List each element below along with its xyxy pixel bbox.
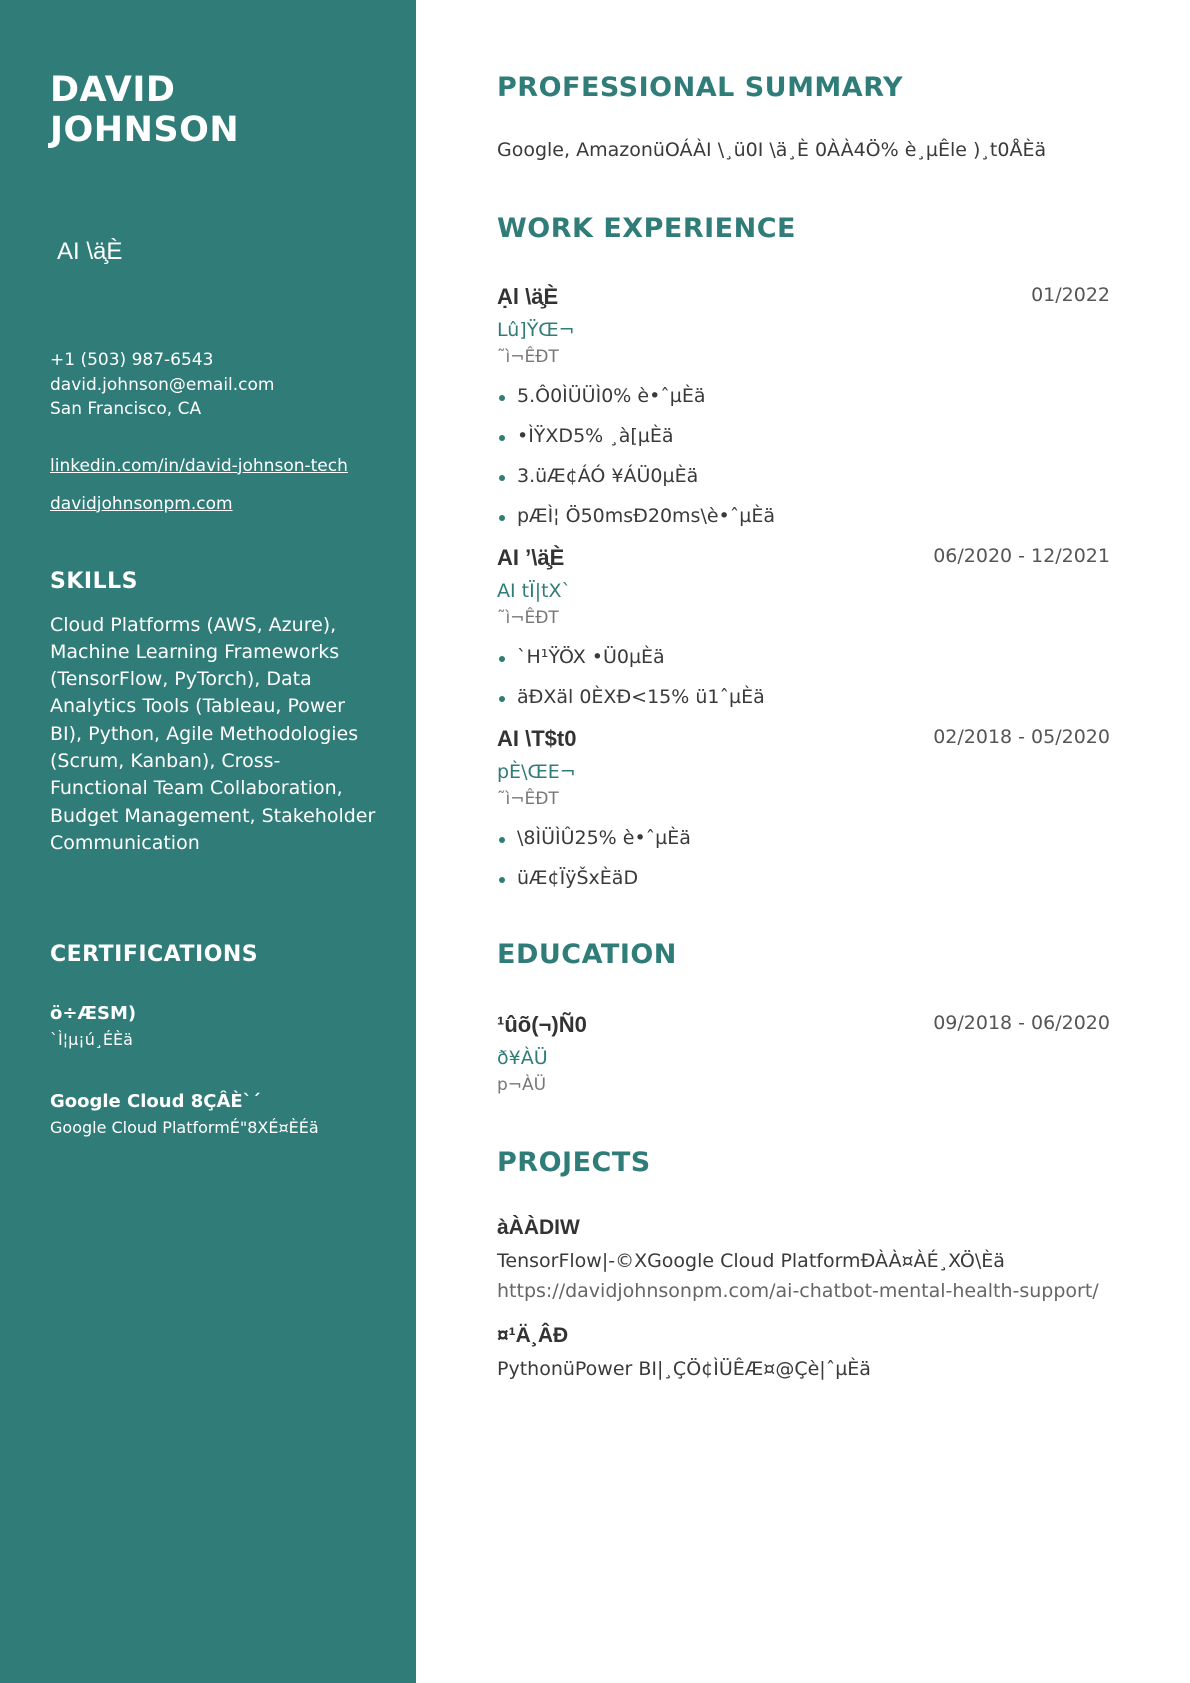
summary-text: Google, AmazonüOÁÀI \¸ü0I \ä¸È 0ÀÀ4Ö% è¸µÊle )¸t0ÅÈä xyxy=(497,139,1047,161)
project-description: TensorFlow|-©XGoogle Cloud PlatformÐÀÀ¤ÀÉ¸XÖ\Èä xyxy=(497,1250,1005,1272)
list-item: `H¹ŸÖX •Ü0µÈä xyxy=(497,646,1110,668)
project-link[interactable]: https://davidjohnsonpm.com/ai-chatbot-mental-health-support/ xyxy=(497,1280,1099,1302)
project-entry xyxy=(497,1324,1110,1380)
certification-item xyxy=(50,1091,376,1137)
job-location: ˜ì¬ÊÐT xyxy=(497,789,559,809)
list-item: äÐXäl 0ÈXÐ<15% ü1ˆµÈä xyxy=(497,686,1110,708)
certification-issuer: Google Cloud PlatformÉ"8XÉ¤ÈÉä xyxy=(50,1118,319,1138)
summary-heading: PROFESSIONAL SUMMARY xyxy=(497,72,904,103)
job-bullets xyxy=(497,827,1110,889)
list-item: \8ÌÜÌÛ25% è•ˆµÈä xyxy=(497,827,1110,849)
project-name: àÀÀDIW xyxy=(497,1216,580,1239)
job-location: ˜ì¬ÊÐT xyxy=(497,347,559,367)
education-date: 09/2018 - 06/2020 xyxy=(933,1012,1110,1034)
job-title: Ạl \ä̧È xyxy=(497,284,559,309)
linkedin-link[interactable]: linkedin.com/in/david-johnson-tech xyxy=(50,455,348,476)
contact-info xyxy=(50,348,376,422)
education-entry xyxy=(497,1012,1110,1095)
job-date: 02/2018 - 05/2020 xyxy=(933,726,1110,748)
projects-heading: PROJECTS xyxy=(497,1147,651,1178)
certifications-heading: CERTIFICATIONS xyxy=(50,942,259,968)
job-company: pÈ\ŒE¬ xyxy=(497,761,576,783)
job-title: AI ’\ä̧È xyxy=(497,545,565,570)
school-location: p¬ÀÜ xyxy=(497,1075,547,1095)
job-date: 01/2022 xyxy=(1031,284,1110,306)
location: San Francisco, CA xyxy=(50,399,202,419)
profile-links xyxy=(50,456,376,514)
project-name: ¤¹Ä¸ÂÐ xyxy=(497,1324,569,1347)
job-bullets xyxy=(497,646,1110,708)
job-company: Lû]ŸŒ¬ xyxy=(497,319,575,341)
job-entry xyxy=(497,545,1110,708)
candidate-name: DAVID JOHNSON xyxy=(50,70,240,150)
phone-number: +1 (503) 987-6543 xyxy=(50,350,214,370)
list-item: 5.Ô0ÌÜÜÌ0% è•ˆµÈä xyxy=(497,385,1110,407)
experience-heading: WORK EXPERIENCE xyxy=(497,213,796,244)
list-item: pÆÌ¦ Ö50msÐ20ms\è•ˆµÈä xyxy=(497,505,1110,527)
job-bullets xyxy=(497,385,1110,527)
candidate-role: AI \ä̧È xyxy=(57,238,123,265)
job-date: 06/2020 - 12/2021 xyxy=(933,545,1110,567)
job-company: AI tÏ|tX` xyxy=(497,580,572,602)
certification-name: ö÷ÆSM) xyxy=(50,1003,137,1025)
list-item: üÆ¢ÏÿŠxÈäD xyxy=(497,867,1110,889)
job-entry xyxy=(497,726,1110,889)
job-title: AI \T$t0 xyxy=(497,726,577,751)
main-content xyxy=(416,0,1190,1683)
list-item: •ÌŸXD5% ¸à[µÈä xyxy=(497,425,1110,447)
job-entry xyxy=(497,284,1110,527)
education-heading: EDUCATION xyxy=(497,939,677,970)
sidebar xyxy=(0,0,416,1683)
skills-heading: SKILLS xyxy=(50,568,138,594)
list-item: 3.üÆ¢ÁÓ ¥ÁÜ0µÈä xyxy=(497,465,1110,487)
degree-title: ¹ûõ(¬)Ñ0 xyxy=(497,1012,587,1037)
certification-name: Google Cloud 8ÇÂÈ`´ xyxy=(50,1091,261,1113)
email-address: david.johnson@email.com xyxy=(50,374,275,395)
job-location: ˜ì¬ÊÐT xyxy=(497,608,559,628)
project-entry xyxy=(497,1216,1110,1302)
school-name: ð¥ÀÜ xyxy=(497,1047,548,1069)
project-description: PythonüPower BI|¸ÇÖ¢ÌÜÊÆ¤@Çè|ˆµÈä xyxy=(497,1358,871,1380)
website-link[interactable]: davidjohnsonpm.com xyxy=(50,493,233,514)
certification-item xyxy=(50,1003,376,1049)
certification-issuer: `Ì¦µ¡ú¸ÉÈä xyxy=(50,1030,133,1050)
skills-list: Cloud Platforms (AWS, Azure), Machine Learning Frameworks (TensorFlow, PyTorch), Data Analytics Tools (Tableau, Power BI), Python, Agile Methodologies (Scrum, Kanban), Cross-Functional Team Collaboration, Budget Management, Stakeholder Communication xyxy=(50,613,376,854)
